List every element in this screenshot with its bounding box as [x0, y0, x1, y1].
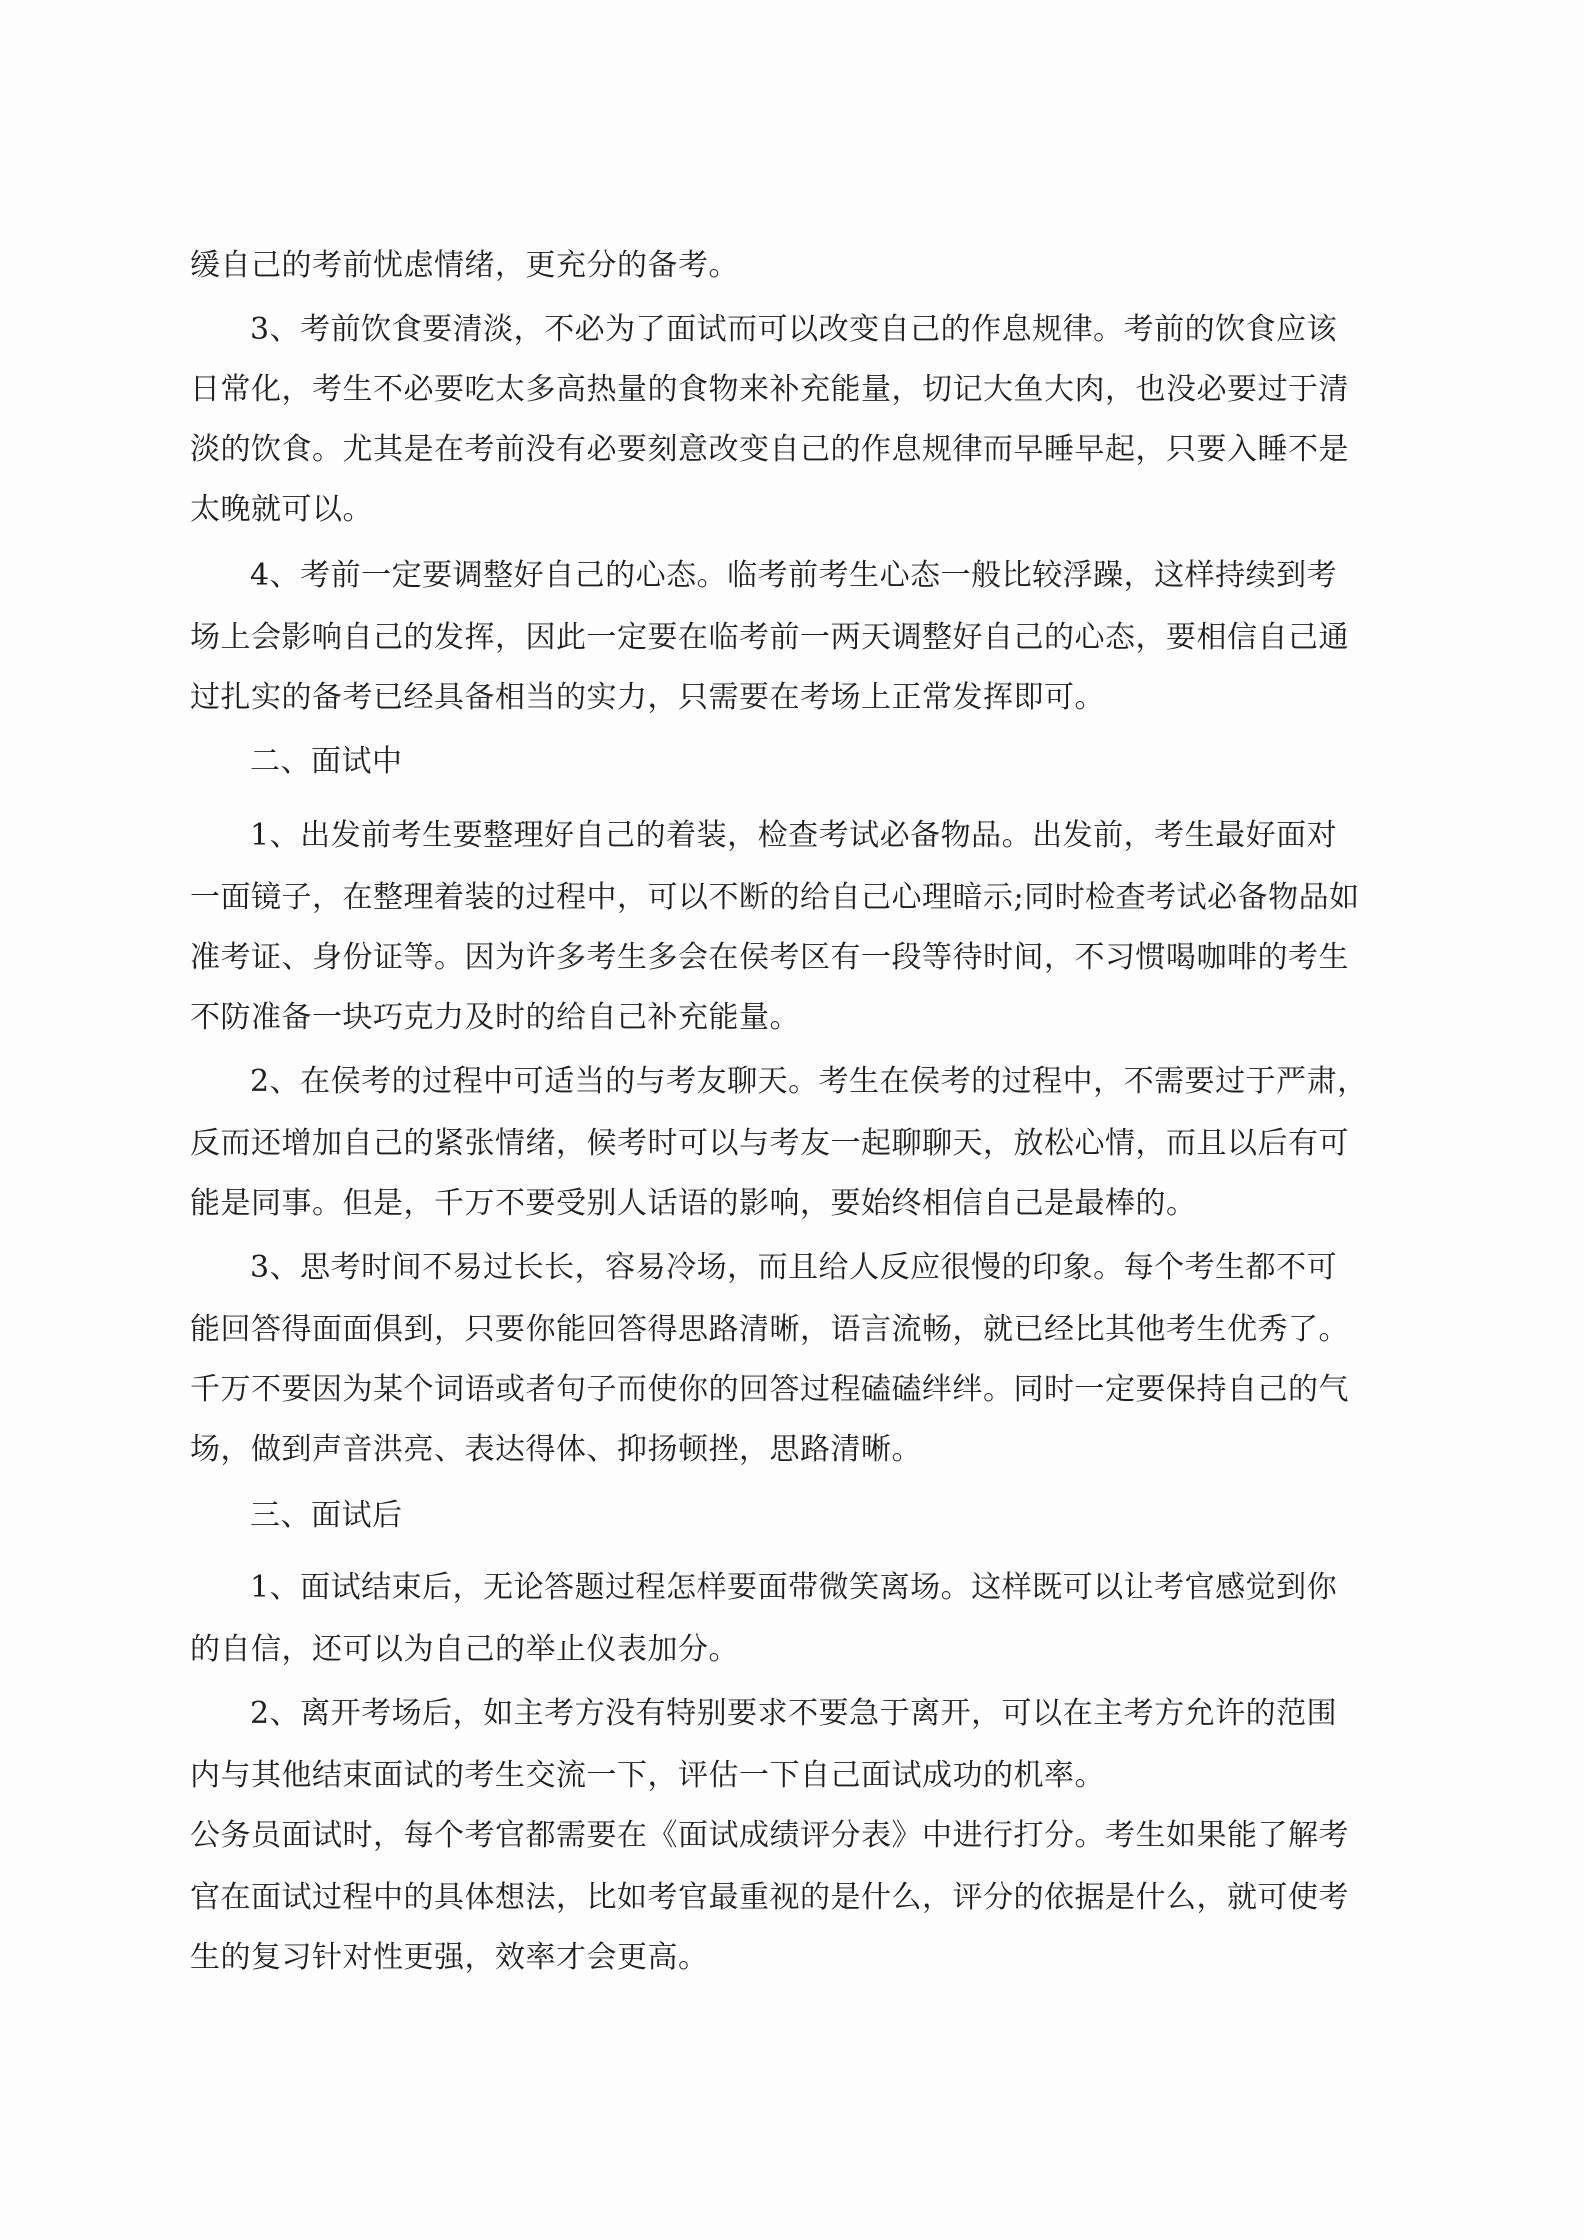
paragraph-line: 太晚就可以。	[190, 492, 373, 527]
paragraph-line: 4、考前一定要调整好自己的心态。临考前考生心态一般比较浮躁，这样持续到考	[250, 558, 1338, 593]
paragraph-line: 准考证、身份证等。因为许多考生多会在侯考区有一段等待时间，不习惯喝咖啡的考生	[190, 940, 1349, 975]
paragraph-line: 能是同事。但是，千万不要受别人话语的影响，要始终相信自己是最棒的。	[190, 1186, 1197, 1221]
paragraph-line: 1、出发前考生要整理好自己的着装，检查考试必备物品。出发前，考生最好面对	[250, 818, 1338, 853]
paragraph-line: 3、考前饮食要清淡，不必为了面试而可以改变自己的作息规律。考前的饮食应该	[250, 312, 1338, 347]
paragraph-line: 的自信，还可以为自己的举止仪表加分。	[190, 1632, 739, 1667]
paragraph-line: 不防准备一块巧克力及时的给自己补充能量。	[190, 1000, 800, 1035]
paragraph-line: 生的复习针对性更强，效率才会更高。	[190, 1940, 709, 1975]
section-heading: 二、面试中	[250, 744, 403, 779]
paragraph-line: 淡的饮食。尤其是在考前没有必要刻意改变自己的作息规律而早睡早起，只要入睡不是	[190, 432, 1349, 467]
paragraph-line: 千万不要因为某个词语或者句子而使你的回答过程磕磕绊绊。同时一定要保持自己的气	[190, 1372, 1349, 1407]
paragraph-line: 官在面试过程中的具体想法，比如考官最重视的是什么，评分的依据是什么，就可使考	[190, 1880, 1349, 1915]
paragraph-line: 1、面试结束后，无论答题过程怎样要面带微笑离场。这样既可以让考官感觉到你	[250, 1570, 1338, 1605]
paragraph-line: 日常化，考生不必要吃太多高热量的食物来补充能量，切记大鱼大肉，也没必要过于清	[190, 372, 1349, 407]
paragraph-line: 2、离开考场后，如主考方没有特别要求不要急于离开，可以在主考方允许的范围	[250, 1696, 1338, 1731]
paragraph-line: 一面镜子，在整理着装的过程中，可以不断的给自己心理暗示;同时检查考试必备物品如	[190, 880, 1360, 915]
paragraph-line: 过扎实的备考已经具备相当的实力，只需要在考场上正常发挥即可。	[190, 680, 1105, 715]
paragraph-line: 能回答得面面俱到，只要你能回答得思路清晰，语言流畅，就已经比其他考生优秀了。	[190, 1312, 1349, 1347]
paragraph-line: 3、思考时间不易过长长，容易冷场，而且给人反应很慢的印象。每个考生都不可	[250, 1250, 1338, 1285]
paragraph-line: 场上会影响自己的发挥，因此一定要在临考前一两天调整好自己的心态，要相信自己通	[190, 620, 1349, 655]
paragraph-line: 2、在侯考的过程中可适当的与考友聊天。考生在侯考的过程中，不需要过于严肃，	[250, 1064, 1368, 1099]
paragraph-line: 缓自己的考前忧虑情绪，更充分的备考。	[190, 248, 739, 283]
paragraph-line: 场，做到声音洪亮、表达得体、抑扬顿挫，思路清晰。	[190, 1432, 922, 1467]
paragraph-line: 公务员面试时，每个考官都需要在《面试成绩评分表》中进行打分。考生如果能了解考	[190, 1818, 1349, 1853]
section-heading: 三、面试后	[250, 1498, 403, 1533]
paragraph-line: 内与其他结束面试的考生交流一下，评估一下自己面试成功的机率。	[190, 1758, 1105, 1793]
paragraph-line: 反而还增加自己的紧张情绪，候考时可以与考友一起聊聊天，放松心情，而且以后有可	[190, 1126, 1349, 1161]
